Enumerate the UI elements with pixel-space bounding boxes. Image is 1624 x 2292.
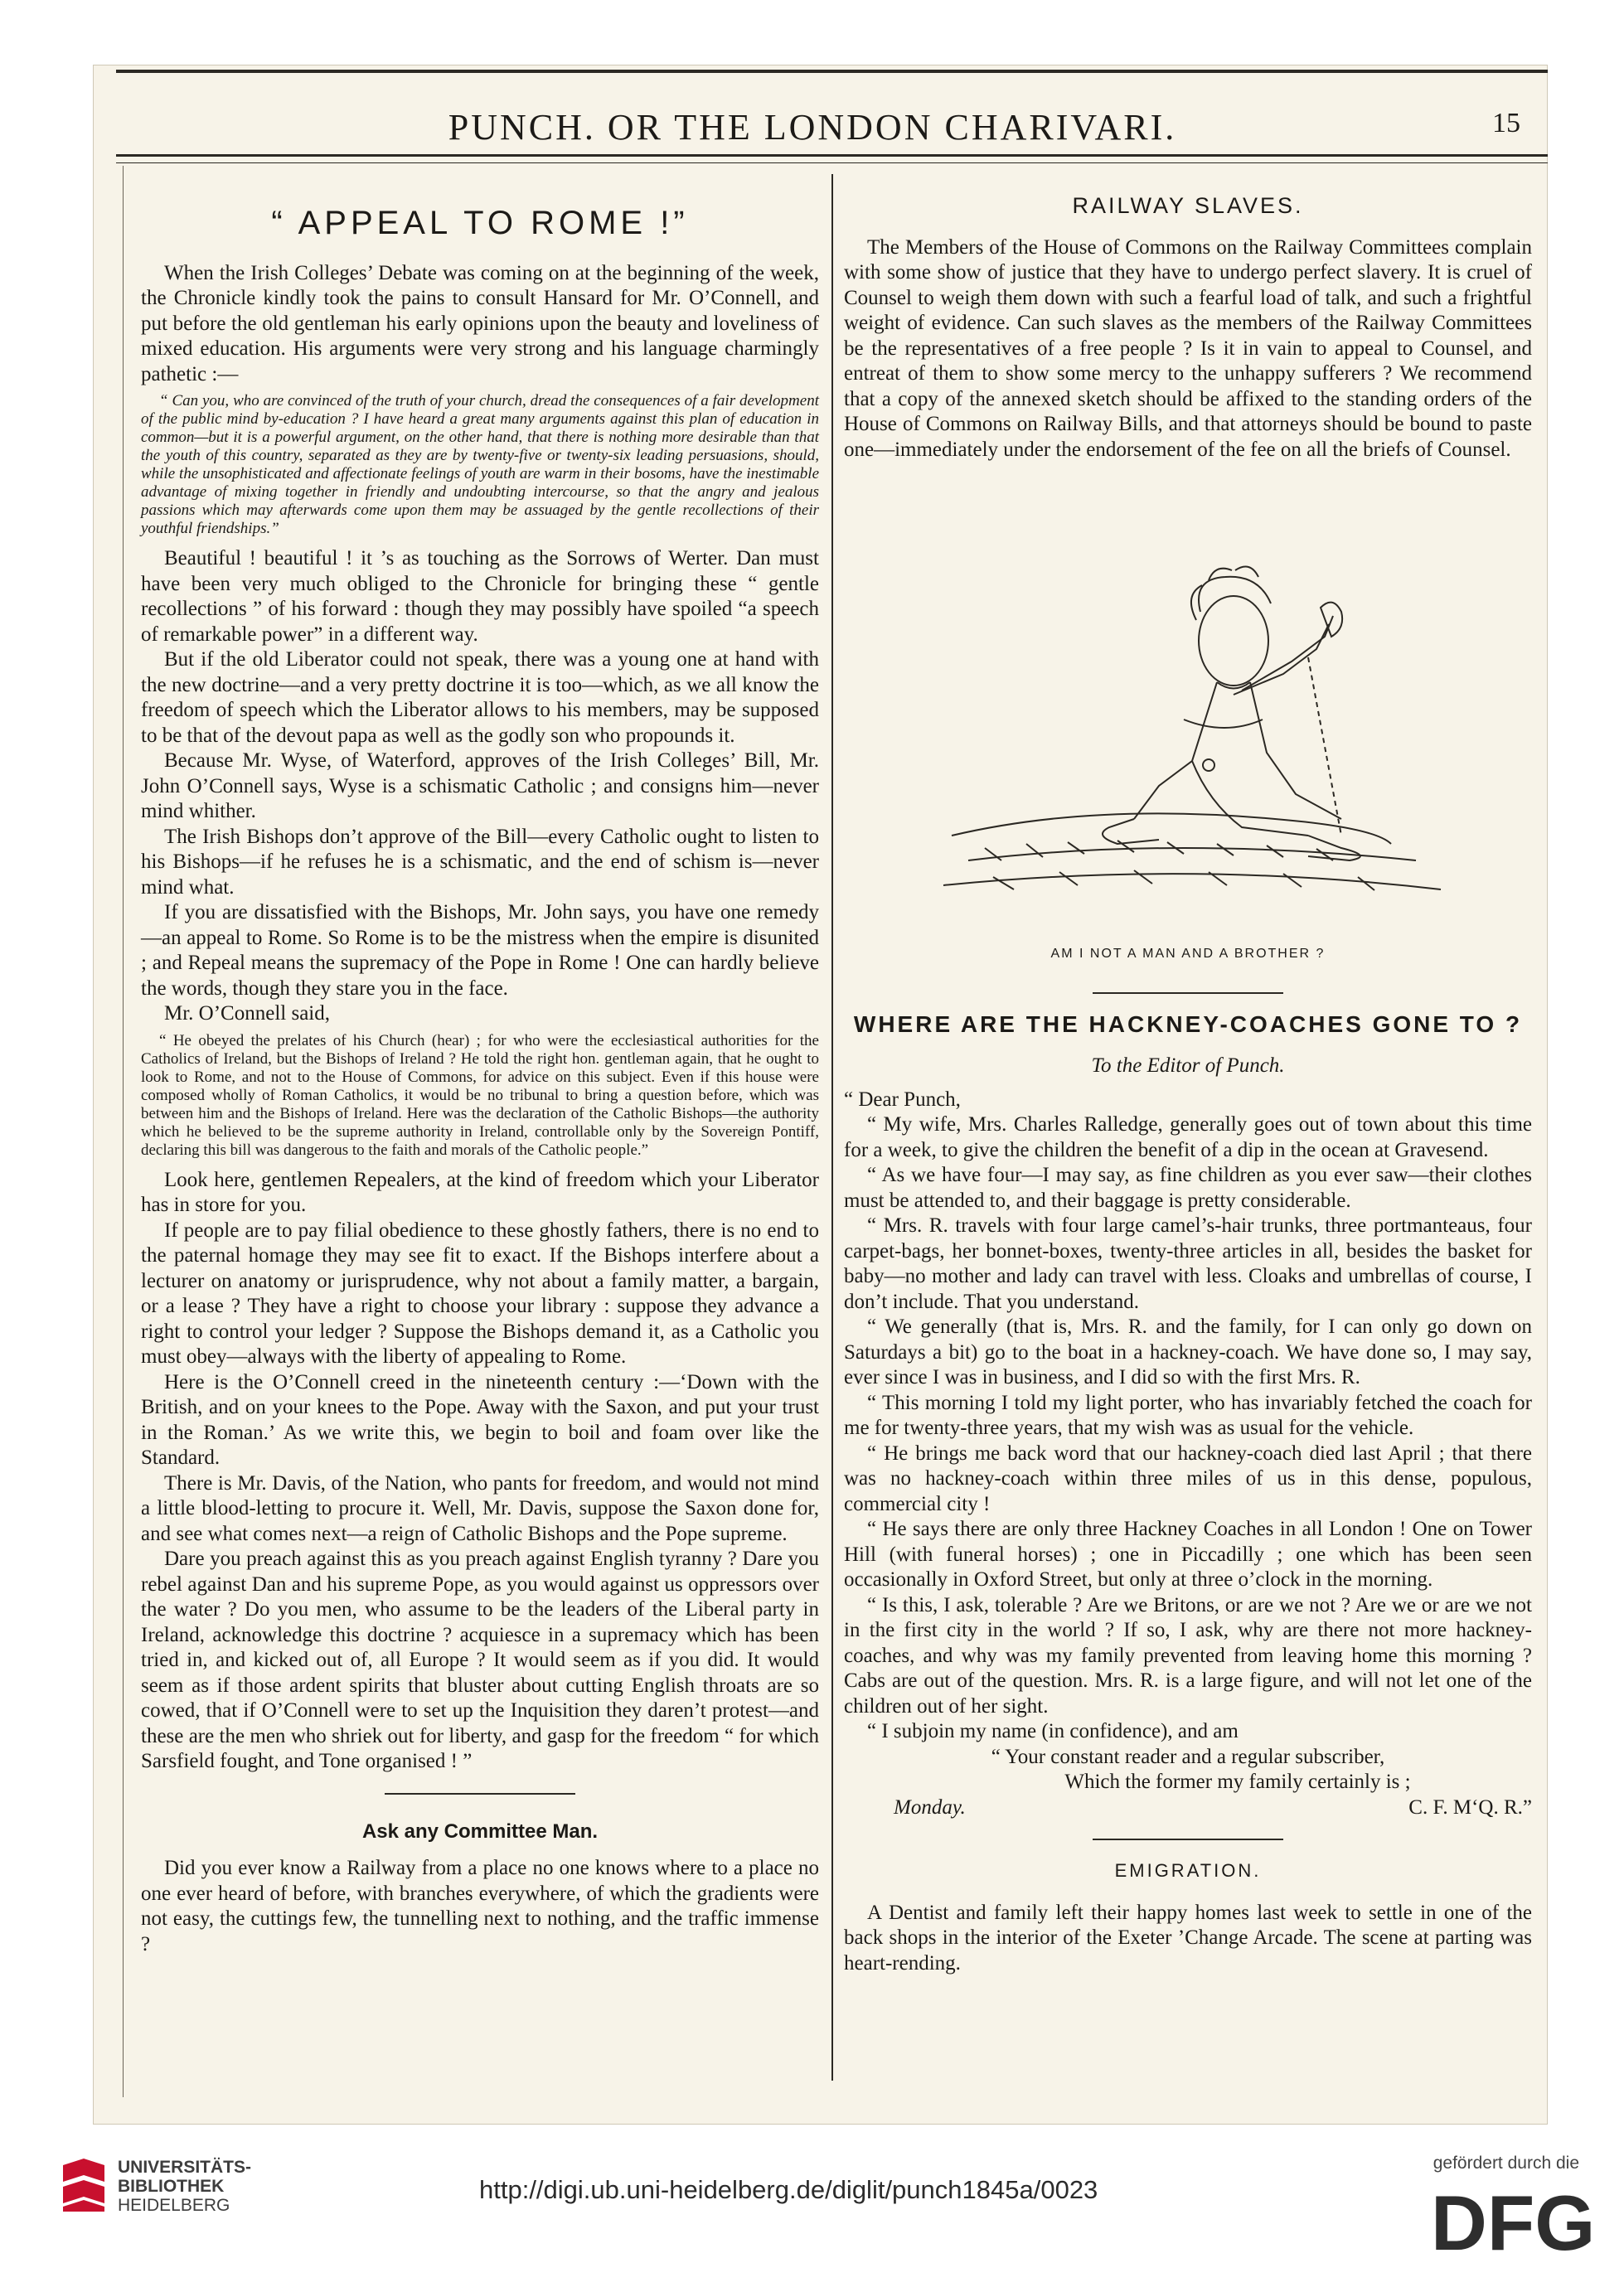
section-rule <box>1093 992 1283 994</box>
funder-label: gefördert durch die <box>1433 2154 1579 2173</box>
article-paragraph: “ Mrs. R. travels with four large camel’s-hair trunks, three portmanteaus, four carpet-bags, her bonnet-boxes, twenty-three articles in all, besides the basket for baby—no mother and lady can travel with less. Cloaks and umbrellas of course, I don’t include. That you understand. <box>844 1214 1532 1313</box>
quote-text: “ Can you, who are convinced of the truth of your church, dread the consequences of a fair development of the public mind by-education ? I have heard a great many arguments against this plan of education in common—but it is a powerful argument, on the other hand, that there is nothing more desirable than that the youth of this country, separated as they are by twenty-five or twenty-six leading persuasions, should, while the unsophisticated and affectionate feelings of youth are warm in their bosoms, have the inestimable advantage of mixing together in friendly and undoubting intercourse, so that the angry and jealous passions which may afterwards come upon them may be assuaged by the gentle recollections of their youthful friendships.” <box>141 392 819 537</box>
university-library-logo-icon <box>60 2157 108 2213</box>
article-paragraph: “ He brings me back word that our hackney-coach died last April ; that there was no hackney-coach within three miles of us in this dense, populous, commercial city ! <box>844 1442 1532 1515</box>
section-rule <box>385 1793 575 1795</box>
article-paragraph: If people are to pay filial obedience to these ghostly fathers, there is no end to the paternal homage they may see fit to exact. If the Bishops interfere about a lecturer on anatomy or jurisprudence, why not about a family matter, a bargain, or a lease ? They have a right to choose your library : suppose they advance a right to control your ledger ? Suppose the Bishops demand it, as a Catholic you must obey—always with the liberty of appealing to Rome. <box>141 1219 819 1368</box>
article-paragraph: Here is the O’Connell creed in the nineteenth century :—‘Down with the British, and on your knees to the Pope. Away with the Saxon, and put your trust in the Roman.’ As we write this, we begin to boil and foam over like the Standard. <box>141 1370 819 1469</box>
article-title-committee-man: Ask any Committee Man. <box>361 1820 599 1843</box>
block-quote <box>141 1032 819 1160</box>
article-paragraph: The Irish Bishops don’t approve of the Bill—every Catholic ought to listen to his Bishops—if he refuses he is a schismatic, and the end of schism is—never mind what. <box>141 825 819 899</box>
letter-signature <box>844 1745 1532 1821</box>
signoff-line: “ Your constant reader and a regular subscriber, <box>991 1745 1385 1768</box>
article-subtitle: To the Editor of Punch. <box>1091 1054 1285 1077</box>
article-paragraph: Beautiful ! beautiful ! it ’s as touching as the Sorrows of Werter. Dan must have been very much obliged to the Chronicle for bringing these “ gentle recollections ” of his forward : though they may possibly have spoiled “a speech of remarkable power” in a different way. <box>141 547 819 646</box>
article-paragraph: “ We generally (that is, Mrs. R. and the family, for I can only go down on Saturdays a bit) go to the boat in a hackney-coach. We have done so, I may say, ever since I was in business, and I did so with the first Mrs. R. <box>844 1316 1532 1388</box>
permalink-url[interactable]: http://digi.ub.uni-heidelberg.de/diglit/punch1845a/0023 <box>479 2175 1098 2204</box>
article-paragraph: A Dentist and family left their happy homes last week to settle in one of the back shops in the interior of the Exeter ’Change Arcade. The scene at parting was heart-rending. <box>844 1901 1532 1975</box>
running-title: PUNCH. OR THE LONDON CHARIVARI. <box>448 107 1177 148</box>
library-line: BIBLIOTHEK <box>118 2177 225 2196</box>
article-paragraph: “ Is this, I ask, tolerable ? Are we Britons, or are we not ? Are we or are we not in the first city in the world ? If so, I ask, why are there not more hackney-coaches, and why was my family prevented from leaving home this morning ? Cabs are out of the question. Mrs. R. is a large figure, and will not let one of the children out of her sight. <box>844 1593 1532 1718</box>
article-title-appeal-to-rome: “ APPEAL TO ROME !” <box>271 205 689 241</box>
article-paragraph: The Members of the House of Commons on the Railway Committees complain with some show of justice that they have to undergo perfect slavery. It is cruel of Counsel to weigh them down with such a fearful load of talk, and such a frightful weight of evidence. Can such slaves as the members of the Railway Committees be the representatives of a free people ? Is it in vain to appeal to Counsel, and entreat of them to show some mercy to the unhappy sufferers ? We recommend that a copy of the annexed sketch should be affixed to the standing orders of the House of Commons on Railway Bills, and that attorneys should be bound to paste one—immediately under the endorsement of the fee on all the briefs of Counsel. <box>844 235 1532 461</box>
signoff-line: Which the former my family certainly is ; <box>1064 1771 1411 1793</box>
letter-salutation: “ Dear Punch, <box>844 1088 961 1111</box>
signoff-row <box>844 1795 1532 1821</box>
left-margin-rule <box>123 166 124 2097</box>
article-paragraph: If you are dissatisfied with the Bishops, Mr. John says, you have one remedy—an appeal to Rome. So Rome is to be the mistress when the empire is disunited ; and Repeal means the supremacy of the Pope in Rome ! One can hardly believe the words, though they stare you in the face. <box>141 901 819 1000</box>
library-city: HEIDELBERG <box>118 2196 230 2215</box>
block-quote <box>141 392 819 538</box>
header-rule-thin <box>116 162 1548 163</box>
article-title-emigration: EMIGRATION. <box>1114 1860 1262 1881</box>
library-line: UNIVERSITÄTS- <box>118 2158 252 2177</box>
article-paragraph: Did you ever know a Railway from a place no one knows where to a place no one ever heard of before, with branches everywhere, of which the gradients were not easy, the cuttings few, the tunnelling next to nothing, and the traffic immense ? <box>141 1857 819 1955</box>
article-paragraph: But if the old Liberator could not speak, there was a young one at hand with the new doctrine—and a very pretty doctrine it is too—which, as we all know the freedom of speech which the Liberator allows to his members, may be supposed to be that of the devout papa as well as the godly son who propounds it. <box>141 648 819 747</box>
dfg-logo-text: DFG <box>1431 2179 1596 2266</box>
kneeling-man-illustration <box>844 471 1532 935</box>
article-paragraph: Look here, gentlemen Repealers, at the kind of freedom which your Liberator has in store for you. <box>141 1168 819 1216</box>
article-title-railway-slaves: RAILWAY SLAVES. <box>1072 193 1304 218</box>
article-paragraph: “ As we have four—I may say, as fine children as you ever saw—their clothes must be attended to, and their baggage is pretty considerable. <box>844 1164 1532 1212</box>
dfg-logo-icon <box>1431 2178 1596 2266</box>
quote-text: “ He obeyed the prelates of his Church (hear) ; for who were the ecclesiastical authorities for the Catholics of Ireland, but the Bishops of Ireland ? He told the right hon. gentleman again, that he ought to look to Rome, and not to the House of Commons, for advice on this subject. Even if this house were composed wholly of Roman Catholics, it would be no tribunal to bring a question before, which was between him and the Bishops of Ireland. Here was the declaration of the Catholic Bishops—the authority which he believed to be the supreme authority in Ireland, controllable only by the Sovereign Pontiff, declaring this bill was dangerous to the faith and morals of the Catholic people.” <box>141 1031 819 1159</box>
article-title-hackney-coaches: WHERE ARE THE HACKNEY-COACHES GONE TO ? <box>853 1010 1523 1037</box>
article-paragraph: “ My wife, Mrs. Charles Ralledge, generally goes out of town about this time for a week, to give the children the benefit of a dip in the ocean at Gravesend. <box>844 1113 1532 1161</box>
column-divider <box>831 174 833 2081</box>
letter-day: Monday. <box>894 1795 966 1819</box>
article-paragraph: There is Mr. Davis, of the Nation, who pants for freedom, and would not mind a little blood-letting to procure it. Well, Mr. Davis, suppose the Saxon done for, and see what comes next—a reign of Catholic Bishops and the Pope supreme. <box>141 1471 819 1545</box>
article-paragraph: Dare you preach against this as you preach against English tyranny ? Dare you rebel against Dan and his supreme Pope, as you would against us oppressors over the water ? Do you men, who assume to be the leaders of the Liberal party in Ireland, acknowledge this doctrine ? acquiesce in a supremacy which has been tried in, and kicked out of, all Europe ? It would seem as if you did. It would seem as if those ardent spirits that bluster about cutting English throats are so cowed, that if O’Connell were to set up the Inquisition they daren’t protest—and these are the men who shriek out for liberty, and gasp for the freedom “ for which Sarsfield fought, and Tone organised ! ” <box>141 1548 819 1772</box>
article-paragraph: Mr. O’Connell said, <box>164 1002 330 1025</box>
right-column <box>844 187 1532 1976</box>
left-column <box>141 199 819 1957</box>
header-rule <box>116 154 1548 157</box>
article-paragraph: “ I subjoin my name (in confidence), and am <box>867 1720 1239 1742</box>
page-number: 15 <box>1492 108 1520 138</box>
section-rule <box>1093 1839 1283 1840</box>
top-border-rule <box>116 70 1548 73</box>
article-paragraph: Because Mr. Wyse, of Waterford, approves of the Irish Colleges’ Bill, Mr. John O’Connell says, Wyse is a schismatic Catholic ; and consigns him—never mind whither. <box>141 749 819 822</box>
illustration-caption: AM I NOT A MAN AND A BROTHER ? <box>1050 947 1326 961</box>
article-paragraph: “ He says there are only three Hackney Coaches in all London ! One on Tower Hill (with funeral horses) ; one in Piccadilly ; one which has been seen occasionally in Oxford Street, but only at three o’clock in the morning. <box>844 1518 1532 1591</box>
letter-initials: C. F. M‘Q. R.” <box>1408 1795 1532 1819</box>
article-paragraph: When the Irish Colleges’ Debate was coming on at the beginning of the week, the Chronicle kindly took the pains to consult Hansard for Mr. O’Connell, and put before the old gentleman his early opinions upon the beauty and loveliness of mixed education. His arguments were very strong and his language charmingly pathetic :— <box>141 261 819 385</box>
engraving-image <box>844 471 1532 935</box>
university-library-name <box>118 2158 251 2215</box>
article-paragraph: “ This morning I told my light porter, who has invariably fetched the coach for me for twenty-three years, that my wish was as usual for the vehicle. <box>844 1391 1532 1439</box>
